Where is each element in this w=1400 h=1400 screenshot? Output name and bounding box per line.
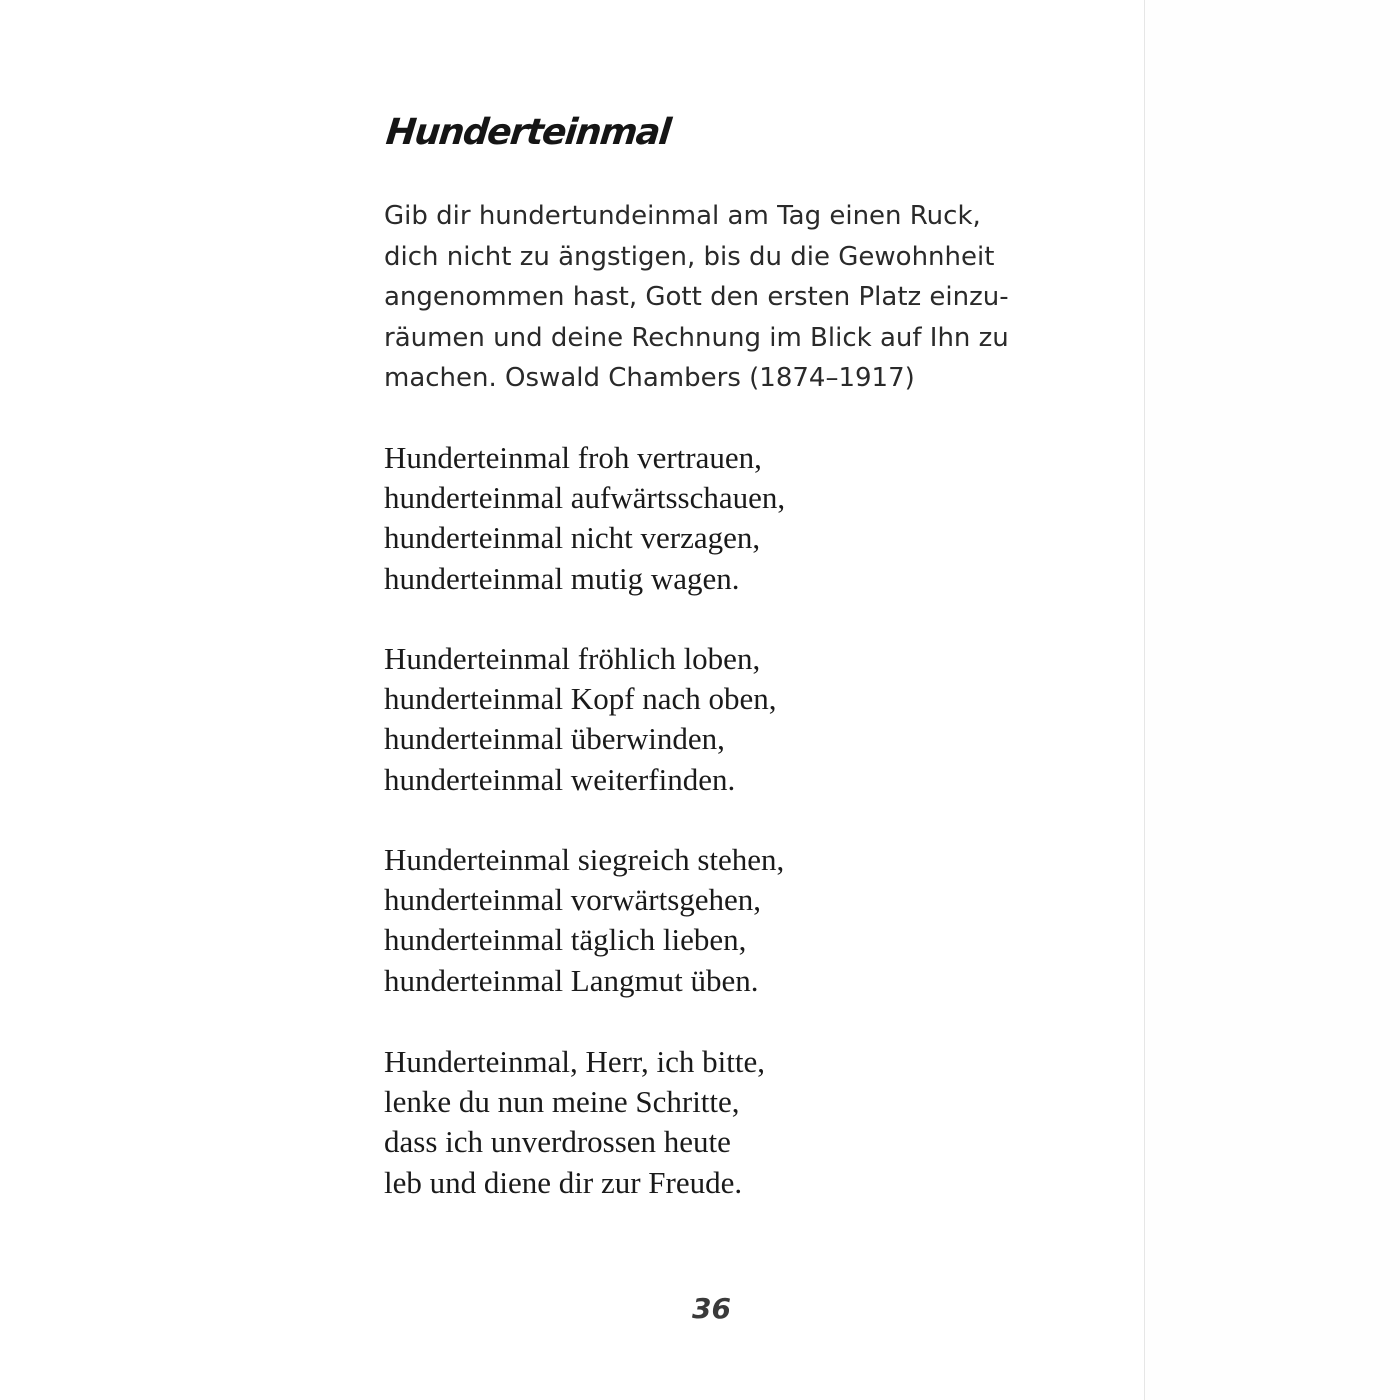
poem-stanza-3 — [384, 840, 784, 1001]
poem-line: hunderteinmal weiterfinden. — [384, 761, 736, 797]
poem-line: Hunderteinmal siegreich stehen, — [384, 842, 785, 877]
poem-line: hunderteinmal überwinden, — [384, 721, 725, 757]
poem-line: hunderteinmal Kopf nach oben, — [384, 681, 777, 717]
poem-stanza-2 — [384, 639, 777, 800]
page-number: 36 — [692, 1292, 731, 1325]
poem-line: hunderteinmal vorwärtsgehen, — [384, 882, 762, 918]
poem-stanza-4 — [384, 1042, 765, 1203]
poem-line: leb und diene dir zur Freude. — [384, 1164, 743, 1200]
poem-line: hunderteinmal mutig wagen. — [384, 560, 740, 596]
poem-line: hunderteinmal Langmut üben. — [384, 962, 759, 998]
poem-stanza-1 — [384, 438, 785, 599]
page-title: Hunderteinmal — [384, 112, 672, 153]
poem-line: Hunderteinmal fröhlich loben, — [384, 641, 761, 676]
poem-line: dass ich unverdrossen heute — [384, 1124, 731, 1160]
poem-line: hunderteinmal nicht verzagen, — [384, 520, 761, 556]
poem-line: hunderteinmal täglich lieben, — [384, 922, 747, 958]
intro-line: angenommen hast, Gott den ersten Platz einzu- — [384, 282, 1009, 312]
poem-line: Hunderteinmal froh vertrauen, — [384, 440, 762, 475]
page-gutter — [1145, 0, 1400, 1400]
poem-line: Hunderteinmal, Herr, ich bitte, — [384, 1044, 765, 1079]
poem-line: lenke du nun meine Schritte, — [384, 1084, 740, 1120]
intro-line: Gib dir hundertundeinmal am Tag einen Ruck, — [384, 201, 981, 231]
intro-line: machen. Oswald Chambers (1874–1917) — [384, 363, 915, 393]
intro-line: räumen und deine Rechnung im Blick auf Ihn zu — [384, 322, 1009, 353]
poem-line: hunderteinmal aufwärtsschauen, — [384, 480, 786, 516]
intro-line: dich nicht zu ängstigen, bis du die Gewohnheit — [384, 241, 995, 272]
intro-quote — [384, 196, 1064, 399]
